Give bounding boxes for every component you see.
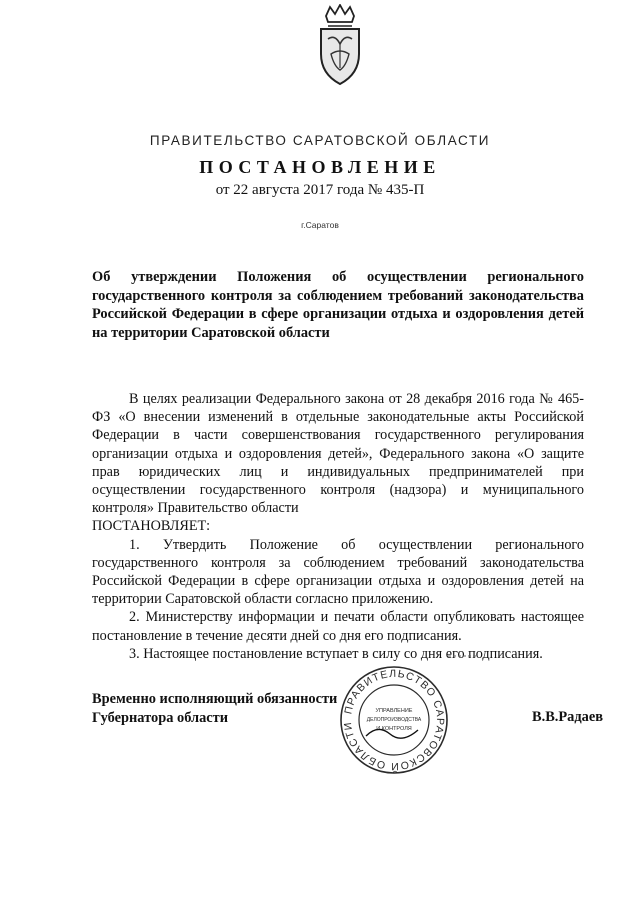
svg-text:УПРАВЛЕНИЕ: УПРАВЛЕНИЕ: [375, 708, 413, 714]
document-body: [92, 390, 584, 663]
government-name: ПРАВИТЕЛЬСТВО САРАТОВСКОЙ ОБЛАСТИ: [149, 133, 491, 148]
svg-text:И КОНТРОЛЯ: И КОНТРОЛЯ: [376, 726, 412, 732]
document-city: г.Саратов: [301, 220, 339, 230]
document-date-number: от 22 августа 2017 года № 435-П: [215, 182, 425, 198]
document-title: Об утверждении Положения об осуществлении регионального государственного контроля за соблюдением требований законодательства Российской Федерации в сфере организации отдыха и оздоровления детей на территории Саратовской области: [92, 269, 584, 341]
decree-item-2: 2. Министерству информации и печати области опубликовать настоящее постановление в течение десяти дней со дня его подписания.: [92, 609, 584, 644]
preamble-paragraph: [92, 390, 584, 517]
official-seal-stamp: [338, 664, 450, 776]
signer-position-line2: Губернатора области: [92, 710, 229, 726]
decree-item-3: 3. Настоящее постановление вступает в силу со дня его подписания.: [129, 645, 543, 662]
svg-text:ДЕЛОПРОИЗВОДСТВА: ДЕЛОПРОИЗВОДСТВА: [366, 717, 422, 723]
signer-position: [92, 690, 337, 728]
signer-position-line1: Временно исполняющий обязанности: [92, 691, 338, 707]
document-type: ПОСТАНОВЛЕНИЕ: [199, 157, 441, 177]
coat-of-arms-icon: [313, 4, 367, 86]
svg-text:ПРАВИТЕЛЬСТВО САРАТОВСКОЙ ОБЛА: ПРАВИТЕЛЬСТВО САРАТОВСКОЙ ОБЛАСТИ: [341, 667, 447, 773]
preamble-text: В целях реализации Федерального закона от 28 декабря 2016 года № 465-ФЗ «О внесении изменений в отдельные законодательные акты Российской Федерации в части совершенствования государственного регулирования организации отдыха и оздоровления детей», Федерального закона «О защите прав юридических лиц и индивидуальных предпринимателей при осуществлении государственного контроля (надзора) и муниципального контроля» Правительство области: [92, 391, 584, 517]
decree-item-1: 1. Утвердить Положение об осуществлении регионального государственного контроля за соблюдением требований законодательства Российской Федерации в сфере организации отдыха и оздоровления детей на территории Саратовской области согласно приложению.: [92, 536, 584, 608]
decree-word: ПОСТАНОВЛЯЕТ:: [92, 518, 211, 535]
signer-name: В.В.Радаев: [532, 709, 604, 725]
scan-mark: [448, 654, 478, 658]
